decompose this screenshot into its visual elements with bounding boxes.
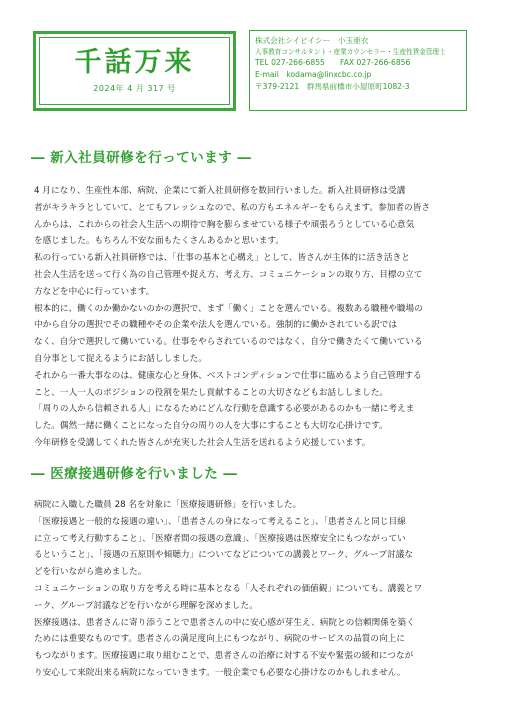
body-text-line: ーク、グループ討議などを行いながら理解を深めました。 bbox=[34, 600, 258, 611]
body-text-line: それから一番大事なのは、健康な心と身体、ベストコンディションで仕事に臨めるよう自己管理する bbox=[34, 370, 422, 381]
company-address: 〒379-2121 群馬県前橋市小屋原町1082-3 bbox=[255, 81, 410, 91]
company-name: 株式会社シイピイシー 小玉亜衣 bbox=[255, 36, 369, 45]
body-text-line: んからは、これからの社会人生活への期待で胸を膨らませている様子や頑張ろうとしている心意気 bbox=[34, 219, 415, 230]
body-text-line: 「医療接遇と一般的な接遇の違い」、「患者さんの身になって考えること」、「患者さんと同じ目線 bbox=[34, 516, 406, 527]
company-email: E-mail kodama@linxcbc.co.jp bbox=[255, 69, 372, 79]
body-text-line: コミュニケーションの取り方を考える時に基本となる「人それぞれの価値観」についても、講義とワ bbox=[34, 583, 423, 594]
body-text-line: 「周りの人から信頼される人」になるためにどんな行動を意識する必要があるのかも一緒に考えま bbox=[34, 404, 415, 415]
body-text-line: 者がキラキラとしていて、とてもフレッシュなので、私の方もエネルギーをもらえます。参加者の皆さ bbox=[34, 202, 430, 213]
body-text-line: を感じました。もちろん不安な面もたくさんあるかと思います。 bbox=[34, 236, 284, 247]
body-text-line: ためには重要なものです。患者さんの満足度向上にもつながり、病院のサービスの品質の向上に bbox=[34, 634, 405, 645]
section-body-medical-hospitality-training bbox=[34, 497, 480, 682]
body-text-line: 医療接遇は、患者さんに寄り添うことで患者さんの中に安心感が芽生え、病院との信頼関係を築く bbox=[34, 617, 415, 628]
body-text-line: 私の行っている新入社員研修では、「仕事の基本と心構え」として、皆さんが主体的に活き活きと bbox=[34, 253, 410, 264]
body-text-line: 今年研修を受講してくれた皆さんが充実した社会人生活を送れるよう応援しています。 bbox=[34, 437, 371, 448]
body-text-line: 方などを中心に行っています。 bbox=[34, 286, 155, 297]
body-text-line: もつながります。医療接遇に取り組むことで、患者さんの治療に対する不安や緊張の緩和につなが bbox=[34, 651, 414, 662]
body-text-line: 社会人生活を送って行く為の自己管理や捉え方、考え方、コミュニケーションの取り方、目標の立て bbox=[34, 269, 423, 280]
body-text-line: 病院に入職した職員 28 名を対象に「医療接遇研修」を行いました。 bbox=[34, 500, 302, 510]
body-text-line: どを行いながら進めました。 bbox=[34, 567, 147, 578]
newsletter-title: 千話万来 bbox=[74, 46, 195, 78]
body-text-line: 根本的に、働くのか働かないのかの選択で、まず「働く」ことを選んでいる。複数ある職種や職場の bbox=[34, 303, 423, 314]
body-text-line: り安心して来院出来る病院になっていきます。一般企業でも必要な心掛けなのかもしれません。 bbox=[34, 667, 406, 678]
body-text-line: 4 月になり、生産性本部、病院、企業にて新入社員研修を数回行いました。新入社員研修は受講 bbox=[34, 186, 406, 196]
body-text-line: した。偶然一緒に働くことになった自分の周りの人を大事にすることも大切な心掛けです。 bbox=[34, 421, 388, 432]
body-text-line: こと、一人一人のポジションの役割を果たし貢献することの大切さなどもお話ししました。 bbox=[34, 387, 389, 398]
body-text-line: なく、自分で選択して働いている。仕事をやらされているのではなく、自分で働きたくて働いている bbox=[34, 337, 423, 348]
section-heading-new-employee-training: ― 新入社員研修を行っています ― bbox=[31, 150, 252, 166]
issue-number: 2024年 4 月 317 号 bbox=[93, 84, 176, 94]
company-roles: 人事教育コンサルタント・産業カウンセラー・生産性賃金管理士 bbox=[255, 47, 446, 56]
section-body-new-employee-training bbox=[34, 183, 480, 452]
body-text-line: るということ」、「接遇の五原則や傾聴力」についてなどについての講義とワーク、グループ討議な bbox=[34, 550, 413, 561]
body-text-line: に立って考え行動すること」、「医療者間の接遇の意識」、「医療接遇は医療安全にもつながってい bbox=[34, 533, 406, 544]
body-text-line: 中から自分の選択でその職種やその企業や法人を選んでいる。強制的に働かされている訳では bbox=[34, 320, 398, 331]
newsletter-title-box bbox=[33, 31, 236, 111]
company-info-box bbox=[249, 30, 467, 111]
section-heading-medical-hospitality-training: ― 医療接遇研修を行いました ― bbox=[31, 466, 238, 482]
company-tel-fax: TEL 027-266-6855 FAX 027-266-6856 bbox=[255, 57, 411, 67]
body-text-line: 自分事として捉えるようにお話ししました。 bbox=[34, 353, 207, 364]
newsletter-title-frame bbox=[39, 37, 230, 105]
